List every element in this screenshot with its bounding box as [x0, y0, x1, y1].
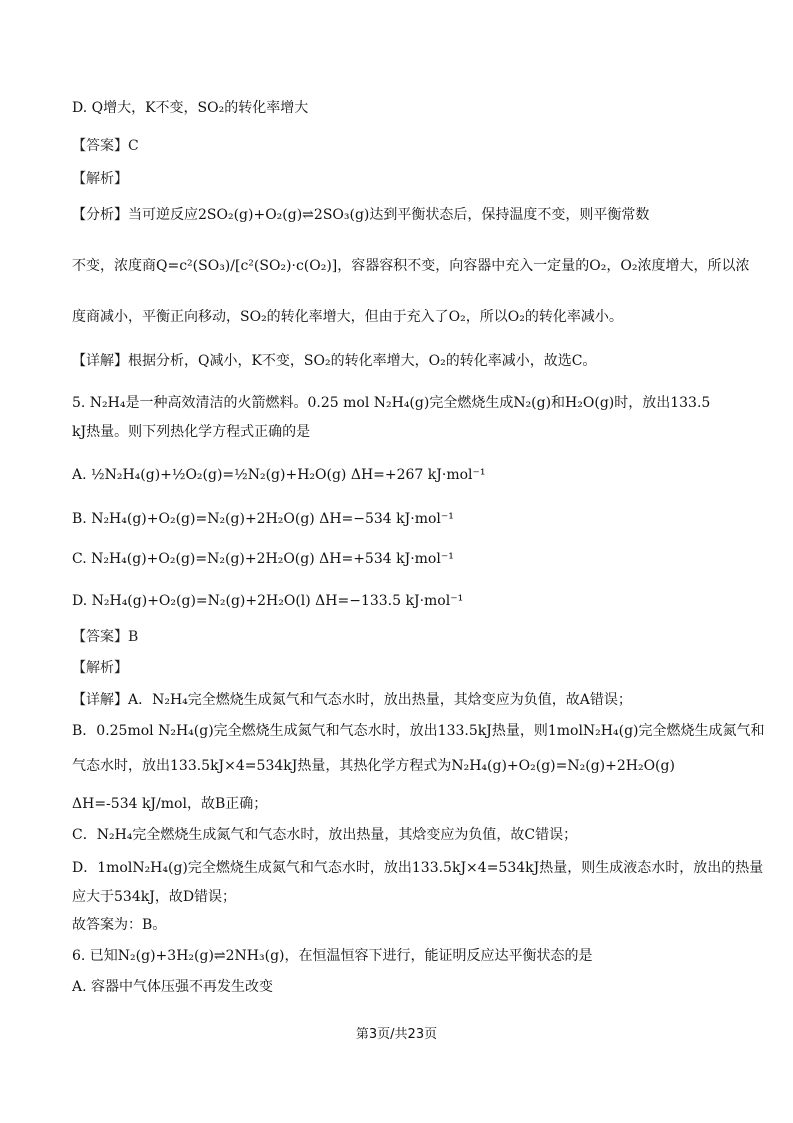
- question-6-stem: 6. 已知N₂(g)+3H₂(g)⇌2NH₃(g)，在恒温恒容下进行，能证明反应达平衡状态的是: [72, 948, 593, 964]
- answer-label: 【答案】C: [72, 138, 139, 154]
- question-5-stem: 5. N₂H₄是一种高效清洁的火箭燃料。0.25 mol N₂H₄(g)完全燃烧生成N₂(g)和H₂O(g)时，放出133.5: [72, 395, 711, 411]
- detail-d-2: 应大于534kJ，故D错误；: [72, 889, 237, 905]
- detail-b-3: ΔH=-534 kJ/mol，故B正确；: [72, 796, 268, 812]
- conclusion: 故答案为：B。: [72, 917, 167, 933]
- answer-label-5: 【答案】B: [72, 629, 139, 645]
- page-footer: 第3页/共23页: [355, 1027, 438, 1042]
- option-c: C. N₂H₄(g)+O₂(g)=N₂(g)+2H₂O(g) ΔH=+534 kJ·mol⁻¹: [72, 551, 454, 567]
- analysis-heading: 【解析】: [72, 171, 128, 187]
- option-a: A. ½N₂H₄(g)+½O₂(g)=½N₂(g)+H₂O(g) ΔH=+267 kJ·mol⁻¹: [72, 467, 486, 483]
- detail-b-1: B．0.25mol N₂H₄(g)完全燃烧生成氮气和气态水时，放出133.5kJ热量，则1molN₂H₄(g)完全燃烧生成氮气和: [72, 723, 765, 739]
- detail-d-1: D．1molN₂H₄(g)完全燃烧生成氮气和气态水时，放出133.5kJ×4=534kJ热量，则生成液态水时，放出的热量: [72, 860, 764, 876]
- detail-b-2: 气态水时，放出133.5kJ×4=534kJ热量，其热化学方程式为N₂H₄(g)+O₂(g)=N₂(g)+2H₂O(g): [72, 758, 675, 774]
- detail-line: 【详解】根据分析，Q减小，K不变，SO₂的转化率增大，O₂的转化率减小，故选C。: [72, 353, 597, 369]
- detail-a: 【详解】A．N₂H₄完全燃烧生成氮气和气态水时，放出热量，其焓变应为负值，故A错误；: [72, 692, 632, 708]
- analysis-line-2: 不变，浓度商Q=c²(SO₃)/[c²(SO₂)·c(O₂)]，容器容积不变，向容器中充入一定量的O₂，O₂浓度增大，所以浓: [72, 258, 750, 274]
- option-d: D. N₂H₄(g)+O₂(g)=N₂(g)+2H₂O(l) ΔH=−133.5 kJ·mol⁻¹: [72, 593, 464, 609]
- analysis-line-3: 度商减小，平衡正向移动，SO₂的转化率增大，但由于充入了O₂，所以O₂的转化率减小。: [72, 309, 623, 325]
- analysis-line-1: 【分析】当可逆反应2SO₂(g)+O₂(g)⇌2SO₃(g)达到平衡状态后，保持温度不变，则平衡常数: [72, 207, 650, 223]
- question-6-option-a: A. 容器中气体压强不再发生改变: [72, 979, 274, 995]
- detail-c: C．N₂H₄完全燃烧生成氮气和气态水时，放出热量，其焓变应为负值，故C错误；: [72, 827, 578, 843]
- option-b: B. N₂H₄(g)+O₂(g)=N₂(g)+2H₂O(g) ΔH=−534 kJ·mol⁻¹: [72, 511, 454, 527]
- question-5-stem-cont: kJ热量。则下列热化学方程式正确的是: [72, 424, 311, 440]
- analysis-heading-5: 【解析】: [72, 660, 128, 676]
- option-d-previous: D. Q增大，K不变，SO₂的转化率增大: [72, 100, 309, 116]
